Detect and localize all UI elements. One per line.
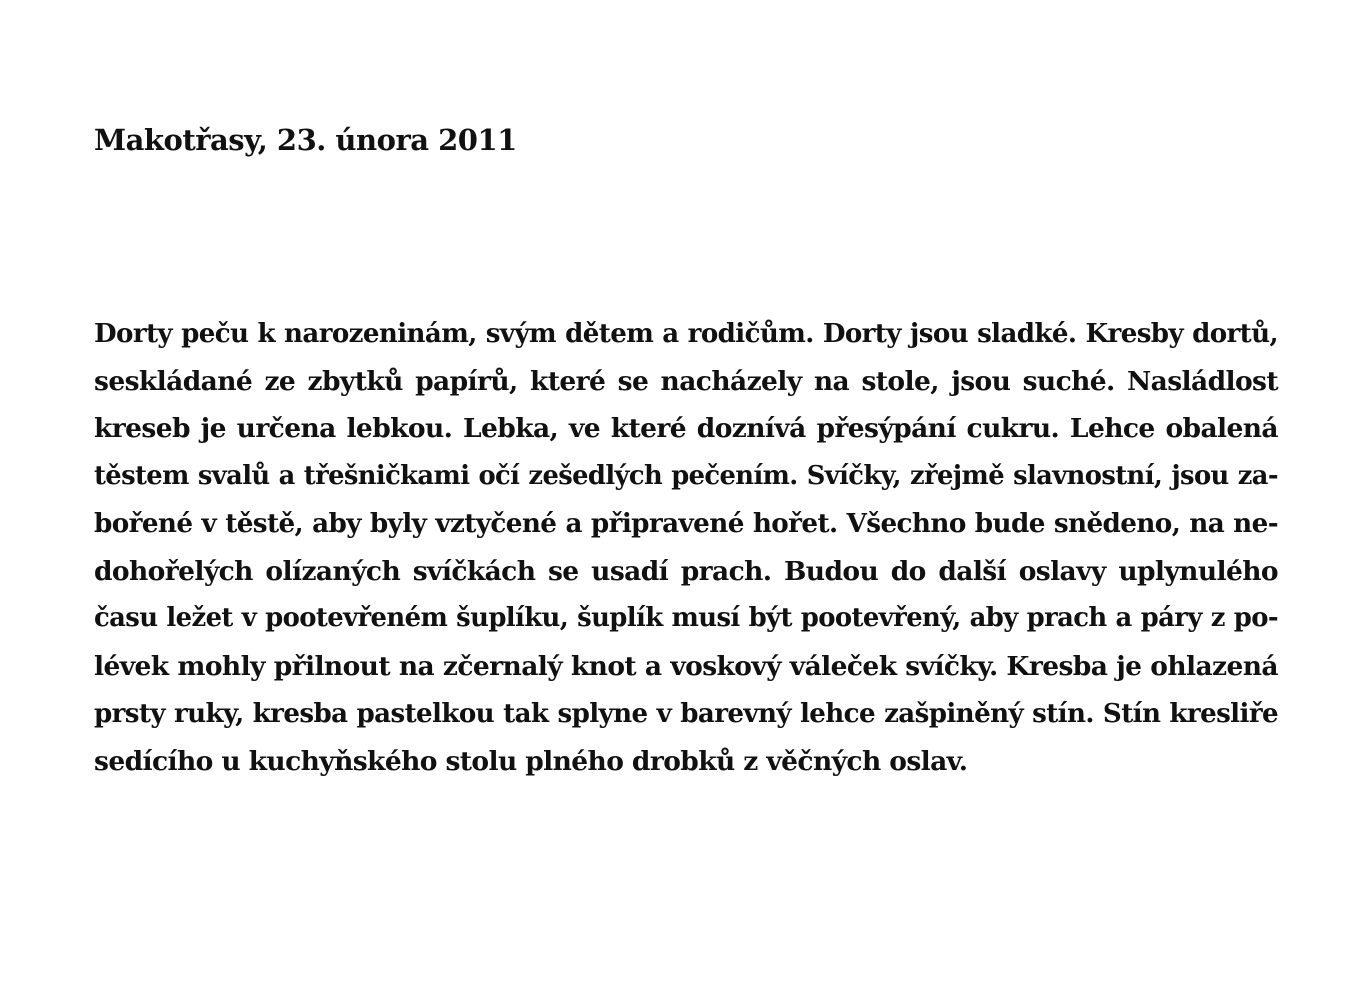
paragraph-line: Dorty peču k narozeninám, svým dětem a rodičům. Dorty jsou sladké. Kresby dortů,	[94, 318, 1278, 349]
dateline: Makotřasy, 23. února 2011	[94, 123, 517, 157]
paragraph-line: prsty ruky, kresba pastelkou tak splyne v barevný lehce zašpiněný stín. Stín kresliře	[94, 698, 1278, 729]
paragraph-line: kreseb je určena lebkou. Lebka, ve které doznívá přesýpání cukru. Lehce obalená	[94, 413, 1278, 444]
paragraph-line: těstem svalů a třešničkami očí zešedlých pečením. Svíčky, zřejmě slavnostní, jsou za-	[94, 460, 1278, 491]
paragraph-line: seskládané ze zbytků papírů, které se nacházely na stole, jsou suché. Nasládlost	[94, 365, 1278, 397]
body-paragraph	[94, 310, 1278, 785]
paragraph-line: lévek mohly přilnout na zčernalý knot a voskový váleček svíčky. Kresba je ohlazená	[94, 650, 1278, 682]
paragraph-line: sedícího u kuchyňského stolu plného drobků z věčných oslav.	[94, 745, 968, 777]
paragraph-line: dohořelých olízaných svíčkách se usadí prach. Budou do další oslavy uplynulého	[94, 555, 1278, 587]
paragraph-line: bořené v těstě, aby byly vztyčené a připravené hořet. Všechno bude snědeno, na ne-	[94, 508, 1278, 539]
paragraph-line: času ležet v pootevřeném šuplíku, šuplík musí být pootevřený, aby prach a páry z po-	[94, 603, 1278, 633]
